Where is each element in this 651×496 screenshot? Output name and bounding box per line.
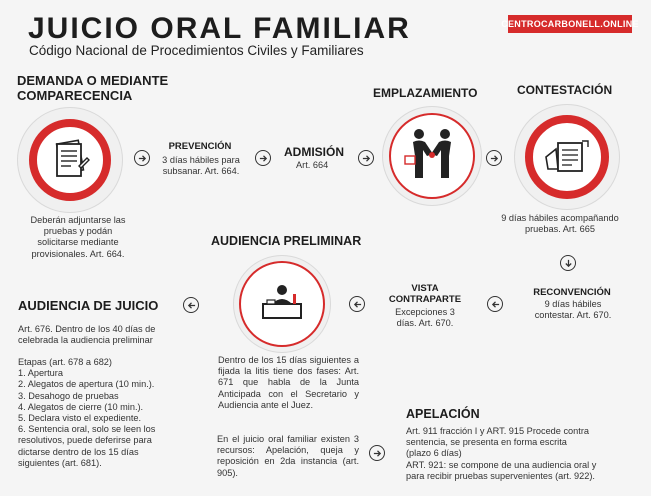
prevencion-text: 3 días hábiles para subsanar. Art. 664.: [162, 155, 240, 177]
demanda-title: DEMANDA O MEDIANTE COMPARECENCIA: [17, 73, 169, 103]
arrow-right-icon: [358, 150, 374, 166]
page-subtitle: Código Nacional de Procedimientos Civiles y Familiares: [29, 43, 364, 58]
demanda-text: Deberán adjuntarse las pruebas y podán solicitarse mediante provisionales. Art. 664.: [30, 215, 126, 259]
judge-desk-icon: [257, 282, 307, 327]
arrow-left-icon: [487, 296, 503, 312]
document-icon: [49, 136, 91, 185]
arrow-left-icon: [349, 296, 365, 312]
arrow-right-icon: [486, 150, 502, 166]
arrow-down-icon: [560, 255, 576, 271]
contestacion-text: 9 días hábiles acompañando pruebas. Art. 665: [501, 213, 619, 235]
admision-text: Art. 664: [296, 160, 329, 170]
reconvencion-title: RECONVENCIÓN: [533, 287, 611, 298]
apelacion-text: Art. 911 fracción I y ART. 915 Procede contra sentencia, se presenta en forma escrita (plazo 6 días) ART. 921: se compone de una audiencia oral y para recibir pruebas supervenientes (art. 922).: [406, 426, 597, 481]
juicio-title: AUDIENCIA DE JUICIO: [18, 298, 159, 313]
preliminar-text: Dentro de los 15 días siguientes a fijada la litis tiene dos fases: Art. 671 que habla de la Junta Anticipada con el Secretario y Audiencia ante el Juez.: [218, 355, 359, 410]
emplazamiento-title: EMPLAZAMIENTO: [373, 86, 478, 100]
recursos-text: En el juicio oral familiar existen 3 recursos: Apelación, queja y reposición en 2da instancia (art. 905).: [217, 434, 359, 478]
vista-text: Excepciones 3 días. Art. 670.: [395, 307, 455, 329]
response-document-icon: [544, 137, 590, 178]
preliminar-circle: [233, 255, 331, 353]
brand-badge[interactable]: CENTROCARBONELL.ONLINE: [508, 15, 632, 33]
handshake-icon: [403, 126, 461, 187]
arrow-right-icon: [369, 445, 385, 461]
reconvencion-text: 9 días hábiles contestar. Art. 670.: [534, 299, 612, 321]
emplazamiento-circle: [382, 106, 482, 206]
contestacion-circle: [514, 104, 620, 210]
page-title: JUICIO ORAL FAMILIAR: [28, 12, 411, 45]
admision-title: ADMISIÓN: [284, 145, 344, 159]
contestacion-title: CONTESTACIÓN: [517, 83, 613, 97]
arrow-left-icon: [183, 297, 199, 313]
demanda-circle: [17, 107, 123, 213]
arrow-right-icon: [134, 150, 150, 166]
prevencion-title: PREVENCIÓN: [168, 141, 232, 152]
juicio-intro: Art. 676. Dentro de los 40 días de celebrada la audiencia preliminar: [18, 324, 156, 346]
arrow-right-icon: [255, 150, 271, 166]
juicio-stages: Etapas (art. 678 a 682) 1. Apertura 2. Alegatos de apertura (10 min.). 3. Desahogo de pruebas 4. Alegatos de cierre (10 min.). 5. Declara visto el expediente. 6. Sentencia oral, solo se leen los resolutivos, puede deferirse para dictarse dentro de los 15 días siguientes (art. 681).: [18, 357, 156, 468]
preliminar-title: AUDIENCIA PRELIMINAR: [211, 234, 362, 248]
vista-title: VISTA CONTRAPARTE: [388, 283, 462, 305]
apelacion-title: APELACIÓN: [406, 407, 480, 421]
